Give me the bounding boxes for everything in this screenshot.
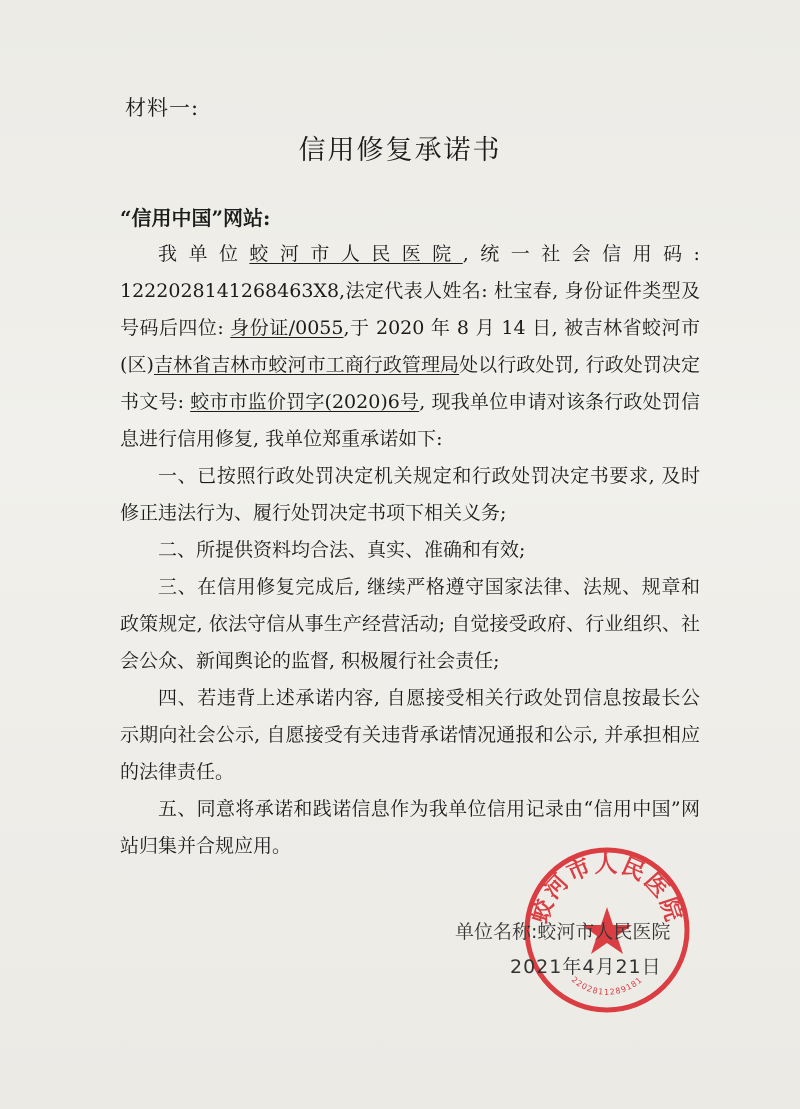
intro-text-3: ,法定代表人姓名: 杜宝春, 身份证件类型及号码后四位: xyxy=(120,280,700,339)
credit-code-field: 1222028141268463X8 xyxy=(120,280,340,302)
intro-text-6: , 现我单位申请对该条行政处罚信息进行信用修复, 我单位郑重承诺如下: xyxy=(120,391,700,450)
commitment-item-2: 二、所提供资料均合法、真实、准确和有效; xyxy=(158,539,526,561)
intro-text-1: 我单位 xyxy=(158,243,250,265)
authority-field: 吉林省吉林市蛟河市工商行政管理局 xyxy=(153,354,460,376)
seal-code: 2202811289181 xyxy=(569,975,645,997)
signature-date: 2021年4月21日 xyxy=(510,956,662,978)
document-body xyxy=(120,236,700,865)
decision-number-field: 蛟市市监价罚字(2020)6号 xyxy=(190,391,420,413)
commitment-item-3: 三、在信用修复完成后, 继续严格遵守国家法律、法规、规章和政策规定, 依法守信从事生产经营活动; 自觉接受政府、行业组织、社会公众、新闻舆论的监督, 积极履行社会责任; xyxy=(120,576,700,672)
commitment-item-1: 一、已按照行政处罚决定机关规定和行政处罚决定书要求, 及时修正违法行为、履行处罚决定书项下相关义务; xyxy=(120,465,700,524)
commitment-item-5: 五、同意将承诺和践诺信息作为我单位信用记录由“信用中国”网站归集并合规应用。 xyxy=(120,798,700,857)
signature-line xyxy=(455,912,670,952)
unit-name-field: 蛟河市人民医院 xyxy=(249,243,463,265)
intro-paragraph xyxy=(120,236,700,458)
commitment-item-4: 四、若违背上述承诺内容, 自愿接受相关行政处罚信息按最长公示期向社会公示, 自愿接受有关违背承诺情况通报和公示, 并承担相应的法律责任。 xyxy=(120,687,700,783)
signature-label: 单位名称: xyxy=(455,921,538,943)
material-label: 材料一: xyxy=(125,96,200,120)
signature-unit-name: 蛟河市人民医院 xyxy=(537,921,671,943)
intro-text-2: ,统一社会信用码: xyxy=(462,243,700,265)
seal-text: 蛟河市人民医院 xyxy=(526,850,688,927)
intro-text-4: ,于 2020 年 8 月 14 日, 被吉林省蛟河市(区) xyxy=(120,317,700,376)
id-info-field: 身份证/0055 xyxy=(230,317,344,339)
document-title: 信用修复承诺书 xyxy=(298,135,502,166)
addressee: “信用中国”网站: xyxy=(120,206,271,230)
intro-text-5: 处以行政处罚, 行政处罚决定书文号: xyxy=(120,354,700,413)
